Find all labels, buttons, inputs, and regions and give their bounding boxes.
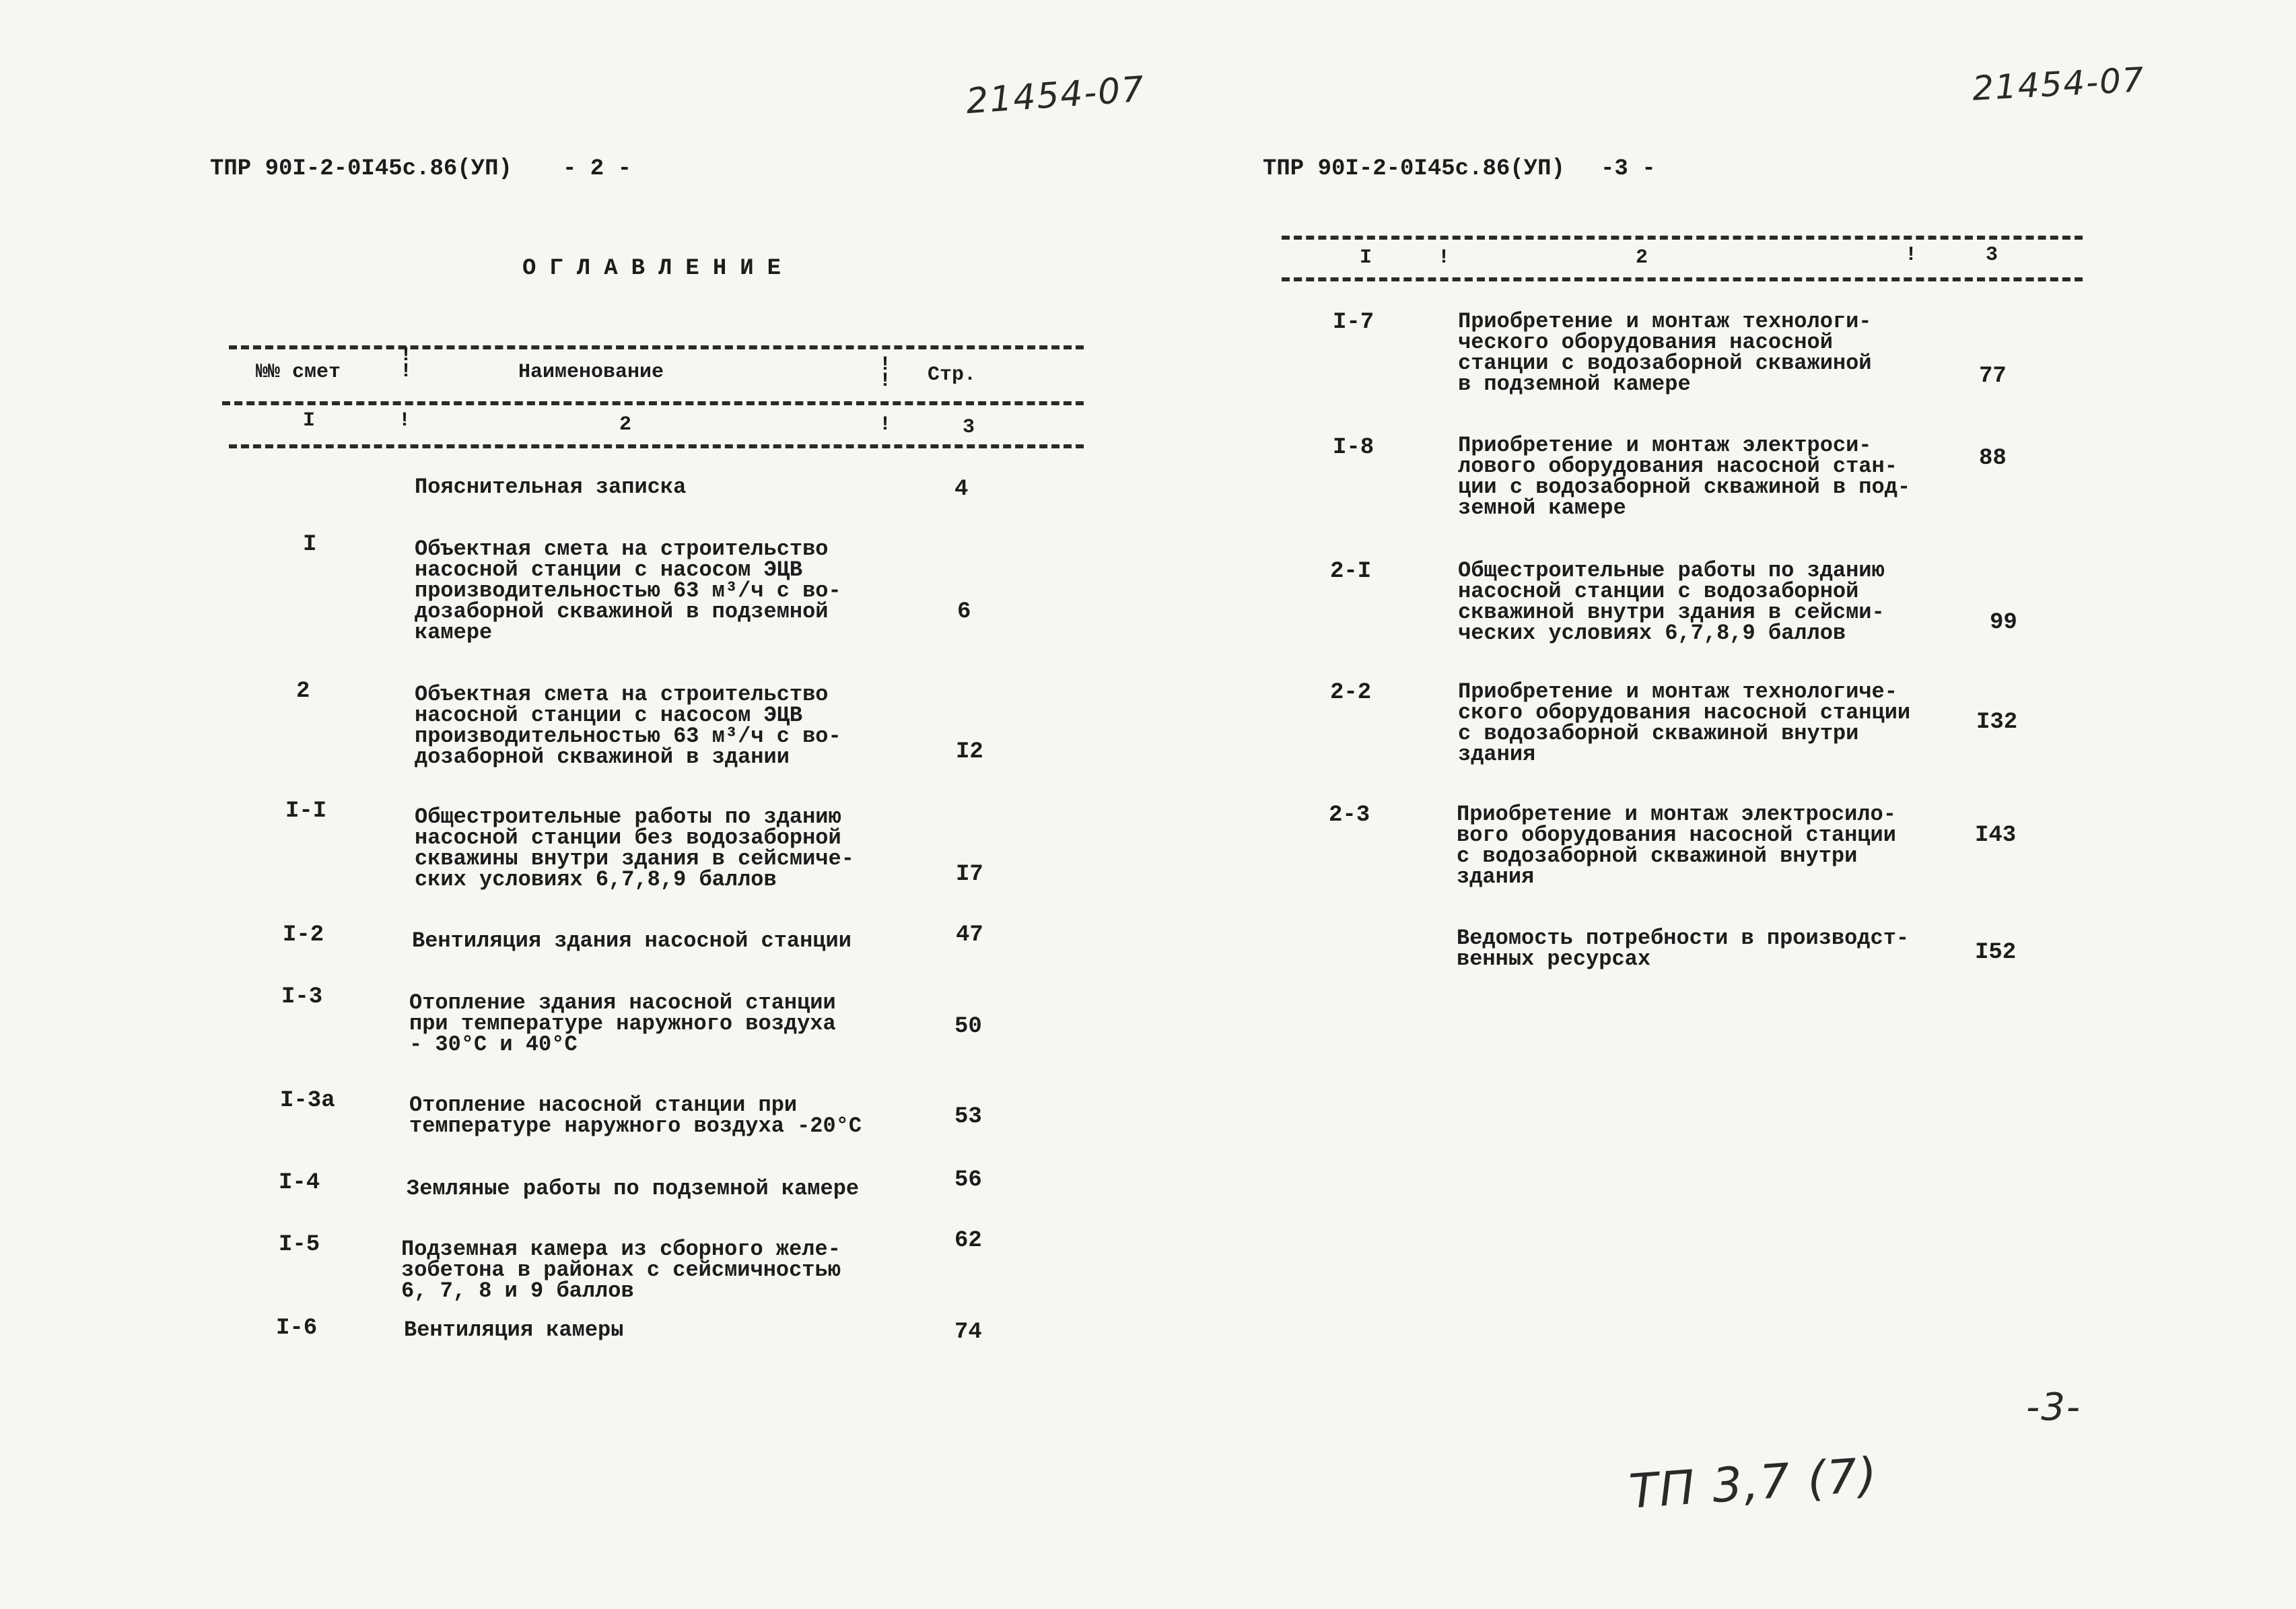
row-code: I-3 (281, 984, 323, 1010)
right-table-top-rule (1282, 236, 2083, 240)
handwritten-page-mark: -3- (2026, 1385, 2082, 1429)
column-number-2: 2 (619, 413, 632, 436)
row-page: I43 (1975, 823, 2017, 848)
handwritten-note: ТП 3,7 (7) (1627, 1447, 1880, 1519)
column-separator: ! ! (879, 353, 892, 392)
row-page: I32 (1976, 710, 2018, 735)
column-number-1: I (303, 409, 316, 432)
row-name: Отопление здания насосной станции при температуре наружного воздуха - 30°С и 40°С (409, 990, 836, 1057)
left-header-code: ТПР 90I-2-0I45c.86(УП) (210, 156, 512, 182)
row-page: I7 (956, 862, 983, 887)
row-page: 4 (954, 477, 969, 502)
column-header-number: №№ смет (256, 361, 341, 384)
right-page-number: -3 - (1601, 156, 1656, 182)
column-header-page: Стр. (928, 364, 977, 386)
row-page: 62 (954, 1228, 982, 1254)
row-code: I-2 (283, 922, 324, 948)
row-name: Земляные работы по подземной камере (407, 1176, 860, 1201)
row-code: 2-3 (1329, 802, 1370, 828)
right-column-number-3: 3 (1986, 244, 1998, 267)
row-name: Общестроительные работы по зданию насосной станции с водозаборной скважиной внутри здания в сейсми- ческих условиях 6,7,8,9 баллов (1458, 558, 1885, 646)
row-page: 74 (954, 1320, 982, 1345)
row-page: 56 (954, 1167, 982, 1193)
row-code: I-4 (279, 1170, 320, 1196)
right-header-code: ТПР 90I-2-0I45c.86(УП) (1263, 156, 1565, 182)
row-page: 6 (957, 599, 971, 625)
row-code: I (303, 532, 317, 557)
row-code: I-8 (1333, 435, 1375, 460)
row-code: 2-2 (1330, 680, 1372, 706)
left-page-number: - 2 - (563, 156, 632, 182)
right-column-number-1: I (1360, 246, 1372, 269)
row-code: 2-I (1330, 559, 1372, 584)
row-page: I52 (1975, 940, 2017, 965)
table-top-rule (229, 345, 1084, 349)
row-name: Объектная смета на строительство насосной станции с насосом ЭЦВ производительностью 63 м³/ч с во- дозаборной скважиной в подземной камере (415, 537, 841, 645)
row-page: I2 (956, 739, 983, 765)
row-page: 47 (956, 922, 983, 948)
column-separator: ! ! (400, 344, 413, 383)
header-mid-rule (222, 401, 1084, 405)
row-name: Объектная смета на строительство насосной станции с насосом ЭЦВ производительностью 63 м³/ч с во- дозаборной скважиной в здании (415, 682, 841, 769)
row-name: Отопление насосной станции при температуре наружного воздуха -20°С (409, 1093, 862, 1138)
row-page: 88 (1979, 446, 2007, 471)
row-code: I-7 (1333, 310, 1375, 335)
right-header-bottom-rule (1282, 277, 2083, 281)
row-name: Вентиляция здания насосной станции (412, 928, 851, 953)
column-header-name: Наименование (518, 361, 664, 384)
row-name: Пояснительная записка (415, 475, 687, 500)
row-name: Приобретение и монтаж электросило- вого оборудования насосной станции с водозаборной скважиной внутри здания (1457, 802, 1896, 889)
toc-title: ОГЛАВЛЕНИЕ (522, 256, 795, 281)
column-number-3: 3 (963, 416, 975, 439)
row-code: I-3а (280, 1088, 335, 1114)
row-name: Подземная камера из сборного желе- зобетона в районах с сейсмичностью 6, 7, 8 и 9 баллов (401, 1237, 841, 1303)
header-bottom-rule (229, 444, 1084, 448)
left-stamp-number: 21454-07 (965, 69, 1147, 123)
row-name: Общестроительные работы по зданию насосной станции без водозаборной скважины внутри здания в сейсмиче- ских условиях 6,7,8,9 баллов (415, 804, 854, 892)
right-stamp-number: 21454-07 (1971, 60, 2147, 108)
row-name: Приобретение и монтаж электроси- лового оборудования насосной стан- ции с водозаборной скважиной в под- земной камере (1458, 433, 1911, 520)
row-page: 53 (954, 1104, 982, 1130)
column-separator: ! (879, 413, 892, 436)
column-separator: ! (1905, 244, 1918, 267)
row-name: Вентиляция камеры (404, 1317, 624, 1342)
right-column-number-2: 2 (1636, 246, 1648, 269)
row-name: Приобретение и монтаж технологиче- ского оборудования насосной станции с водозаборной скважиной внутри здания (1458, 679, 1911, 767)
column-separator: ! (1438, 246, 1451, 269)
row-code: 2 (296, 679, 310, 704)
row-page: 99 (1990, 610, 2017, 636)
row-name: Ведомость потребности в производст- венных ресурсах (1457, 926, 1910, 971)
row-code: I-I (285, 798, 327, 824)
row-page: 50 (954, 1014, 982, 1039)
row-code: I-5 (279, 1232, 320, 1258)
row-page: 77 (1979, 364, 2007, 389)
column-separator: ! (398, 409, 411, 432)
row-code: I-6 (276, 1315, 318, 1341)
row-name: Приобретение и монтаж технологи- ческого оборудования насосной станции с водозаборной скважиной в подземной камере (1458, 309, 1872, 397)
